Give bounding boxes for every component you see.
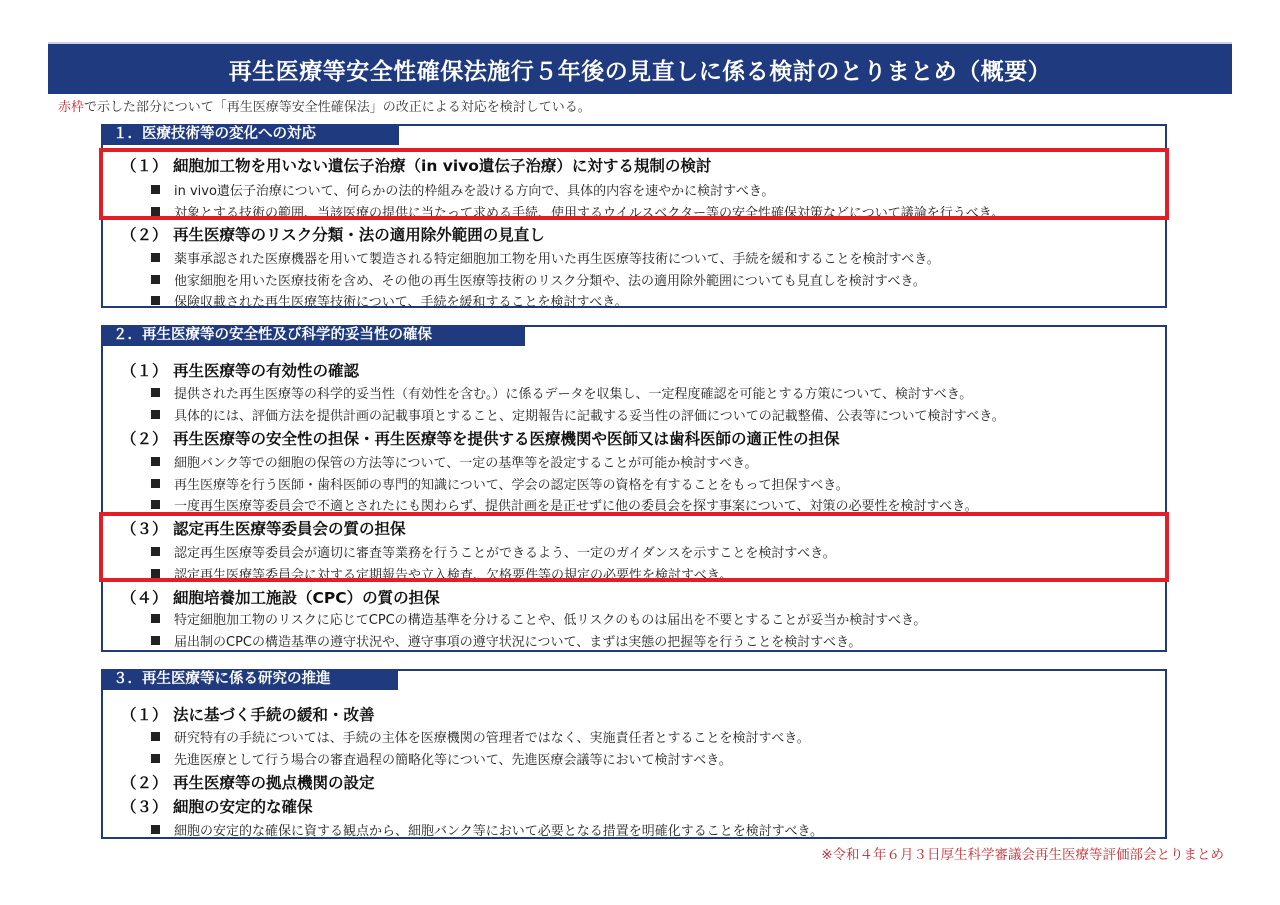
source-footnote: ※令和４年６月３日厚生科学審議会再生医療等評価部会とりまとめ <box>821 847 1224 863</box>
intro-red-frame-label: 赤枠 <box>58 100 85 115</box>
section-2-frame <box>101 325 1167 652</box>
subsection-2-2-title: （２） 再生医療等の安全性の担保・再生医療等を提供する医療機関や医師又は歯科医師の適正性の担保 <box>121 430 840 448</box>
bullet-1-2-1: 薬事承認された医療機器を用いて製造される特定細胞加工物を用いた再生医療等技術について、手続を緩和することを検討すべき。 <box>151 248 940 267</box>
subsection-3-2-title: （２） 再生医療等の拠点機関の設定 <box>121 774 375 792</box>
section-3-heading: ３．再生医療等に係る研究の推進 <box>101 669 398 690</box>
subsection-3-1-title: （１） 法に基づく手続の緩和・改善 <box>121 706 375 724</box>
bullet-3-1-2: 先進医療として行う場合の審査過程の簡略化等について、先進医療会議等において検討すべき。 <box>151 749 732 768</box>
square-bullet-icon <box>151 185 160 194</box>
page-title: 再生医療等安全性確保法施行５年後の見直しに係る検討のとりまとめ（概要） <box>48 42 1232 94</box>
bullet-2-2-3: 一度再生医療等委員会で不適とされたにも関わらず、提供計画を是正せずに他の委員会を探す事案について、対策の必要性を検討すべき。 <box>151 495 978 514</box>
bullet-3-1-1: 研究特有の手続については、手続の主体を医療機関の管理者ではなく、実施責任者とすることを検討すべき。 <box>151 727 810 746</box>
subsection-3-3-title: （３） 細胞の安定的な確保 <box>121 798 313 816</box>
bullet-2-4-1: 特定細胞加工物のリスクに応じてCPCの構造基準を分けることや、低リスクのものは届出を不要とすることが妥当か検討すべき。 <box>151 609 926 628</box>
bullet-2-1-2: 具体的には、評価方法を提供計画の記載事項とすること、定期報告に記載する妥当性の評価についての記載整備、公表等について検討すべき。 <box>151 405 1005 424</box>
bullet-2-2-2: 再生医療等を行う医師・歯科医師の専門的知識について、学会の認定医等の資格を有することをもって担保すべき。 <box>151 474 849 493</box>
square-bullet-icon <box>151 569 160 578</box>
square-bullet-icon <box>151 457 160 466</box>
bullet-1-2-2: 他家細胞を用いた医療技術を含め、その他の再生医療等技術のリスク分類や、法の適用除外範囲についても見直しを検討すべき。 <box>151 270 926 289</box>
section-1-heading: １．医療技術等の変化への対応 <box>101 124 399 145</box>
subsection-1-1-title: （１） 細胞加工物を用いない遺伝子治療（in vivo遺伝子治療）に対する規制の検討 <box>121 157 712 175</box>
section-2-heading: ２．再生医療等の安全性及び科学的妥当性の確保 <box>101 325 525 346</box>
square-bullet-icon <box>151 614 160 623</box>
section-1-frame <box>101 124 1167 308</box>
square-bullet-icon <box>151 479 160 488</box>
subsection-2-3-title: （３） 認定再生医療等委員会の質の担保 <box>121 520 406 538</box>
subsection-2-1-title: （１） 再生医療等の有効性の確認 <box>121 362 360 380</box>
bullet-1-2-3: 保険収載された再生医療等技術について、手続を緩和することを検討すべき。 <box>151 291 628 310</box>
square-bullet-icon <box>151 207 160 216</box>
bullet-2-3-2: 認定再生医療等委員会に対する定期報告や立入検査、欠格要件等の規定の必要性を検討すべき。 <box>151 564 732 583</box>
bullet-1-1-1: in vivo遺伝子治療について、何らかの法的枠組みを設ける方向で、具体的内容を速やかに検討すべき。 <box>151 180 774 199</box>
bullet-2-3-1: 認定再生医療等委員会が適切に審査等業務を行うことができるよう、一定のガイダンスを示すことを検討すべき。 <box>151 542 836 561</box>
square-bullet-icon <box>151 410 160 419</box>
subsection-1-2-title: （２） 再生医療等のリスク分類・法の適用除外範囲の見直し <box>121 226 545 244</box>
section-3-frame <box>101 669 1167 839</box>
bullet-2-4-2: 届出制のCPCの構造基準の遵守状況や、遵守事項の遵守状況について、まずは実態の把握等を行うことを検討すべき。 <box>151 631 861 650</box>
square-bullet-icon <box>151 636 160 645</box>
bullet-3-3-1: 細胞の安定的な確保に資する観点から、細胞バンク等において必要となる措置を明確化することを検討すべき。 <box>151 820 823 839</box>
square-bullet-icon <box>151 547 160 556</box>
bullet-2-2-1: 細胞バンク等での細胞の保管の方法等について、一定の基準等を設定することが可能か検討すべき。 <box>151 452 757 471</box>
square-bullet-icon <box>151 500 160 509</box>
intro-rest: で示した部分について「再生医療等安全性確保法」の改正による対応を検討している。 <box>84 100 591 115</box>
bullet-2-1-1: 提供された再生医療等の科学的妥当性（有効性を含む。）に係るデータを収集し、一定程度確認を可能とする方策について、検討すべき。 <box>151 383 972 402</box>
square-bullet-icon <box>151 825 160 834</box>
square-bullet-icon <box>151 732 160 741</box>
subsection-2-4-title: （４） 細胞培養加工施設（CPC）の質の担保 <box>121 589 440 607</box>
square-bullet-icon <box>151 754 160 763</box>
square-bullet-icon <box>151 388 160 397</box>
square-bullet-icon <box>151 296 160 305</box>
intro-text <box>58 96 591 115</box>
square-bullet-icon <box>151 275 160 284</box>
square-bullet-icon <box>151 253 160 262</box>
bullet-1-1-2: 対象とする技術の範囲、当該医療の提供に当たって求める手続、使用するウイルスベクター等の安全性確保対策などについて議論を行うべき。 <box>151 202 1004 221</box>
